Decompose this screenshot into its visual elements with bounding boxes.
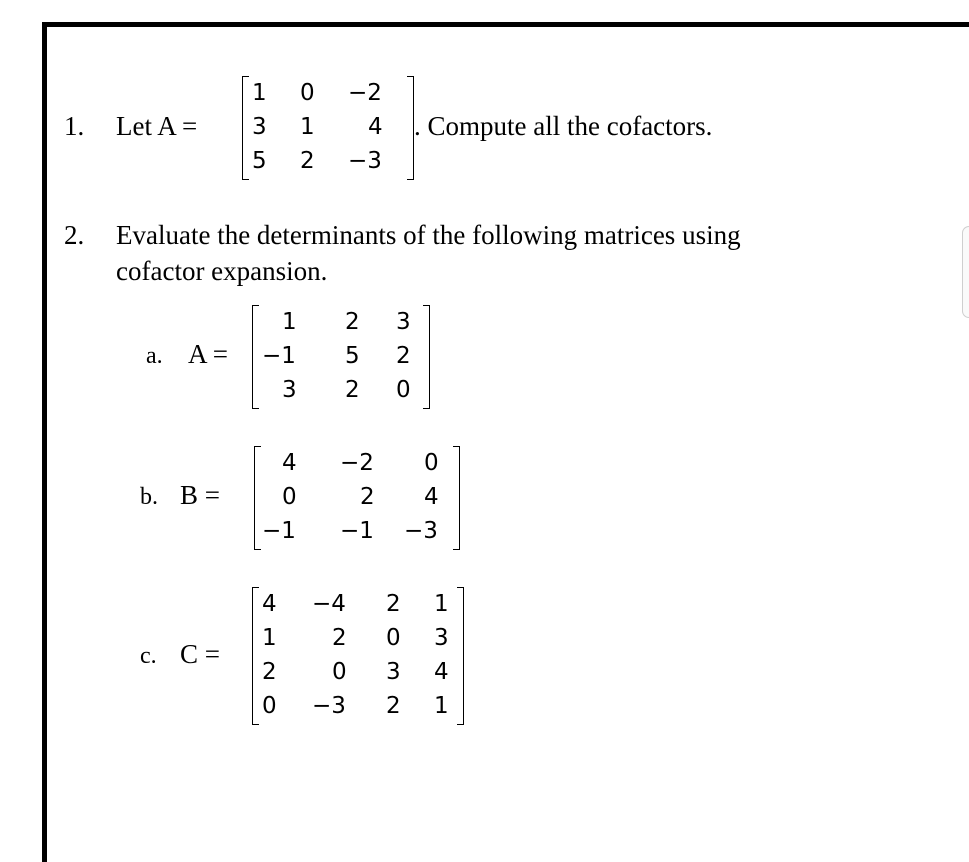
matrix-cell: 4 bbox=[282, 450, 297, 476]
problem-1-number: 1. bbox=[64, 111, 85, 141]
matrix-cell: 3 bbox=[434, 625, 449, 651]
part-c-label: c. bbox=[140, 643, 157, 669]
page-frame bbox=[42, 22, 969, 862]
matrix-cell: 3 bbox=[386, 659, 401, 685]
part-b-name: B = bbox=[180, 480, 220, 510]
matrix-cell: 2 bbox=[262, 659, 277, 685]
matrix-cell: −4 bbox=[312, 591, 346, 617]
part-b-label: b. bbox=[140, 484, 158, 510]
part-b-matrix bbox=[254, 446, 460, 550]
matrix-cell: 0 bbox=[262, 693, 277, 719]
matrix-cell: 2 bbox=[360, 484, 375, 510]
left-bracket bbox=[242, 76, 249, 180]
matrix-cell: −1 bbox=[340, 518, 374, 544]
matrix-cell: 1 bbox=[252, 80, 267, 106]
matrix-cell: −2 bbox=[340, 450, 374, 476]
problem-1-matrix bbox=[242, 76, 414, 180]
left-bracket bbox=[254, 446, 261, 550]
matrix-cell: 1 bbox=[262, 625, 277, 651]
right-bracket bbox=[423, 305, 430, 409]
problem-2-line-1: Evaluate the determinants of the following matrices using bbox=[116, 220, 741, 250]
matrix-cell: −3 bbox=[348, 148, 382, 174]
matrix-cell: 2 bbox=[300, 148, 315, 174]
part-a-label: a. bbox=[146, 343, 163, 369]
matrix-cell: 2 bbox=[386, 591, 401, 617]
problem-2-line-2: cofactor expansion. bbox=[116, 256, 328, 286]
part-a-matrix bbox=[252, 305, 430, 409]
matrix-cell: 5 bbox=[345, 343, 360, 369]
matrix-cell: 3 bbox=[396, 309, 411, 335]
matrix-cell: 2 bbox=[396, 343, 411, 369]
matrix-cell: 5 bbox=[252, 148, 267, 174]
matrix-cell: 4 bbox=[368, 114, 383, 140]
part-a-name: A = bbox=[188, 339, 228, 369]
matrix-cell: −1 bbox=[262, 518, 296, 544]
right-bracket bbox=[407, 76, 414, 180]
matrix-cell: −1 bbox=[262, 343, 296, 369]
right-bracket bbox=[457, 587, 464, 725]
part-c-matrix bbox=[252, 587, 464, 725]
matrix-cell: 2 bbox=[332, 625, 347, 651]
matrix-cell: 3 bbox=[252, 114, 267, 140]
matrix-cell: 0 bbox=[332, 659, 347, 685]
problem-1-instruction: . Compute all the cofactors. bbox=[414, 111, 713, 141]
matrix-cell: 2 bbox=[345, 309, 360, 335]
left-bracket bbox=[252, 305, 259, 409]
problem-2-number: 2. bbox=[64, 220, 85, 250]
matrix-cell: −3 bbox=[404, 518, 438, 544]
matrix-cell: 2 bbox=[386, 693, 401, 719]
matrix-cell: 1 bbox=[434, 693, 449, 719]
matrix-cell: 2 bbox=[345, 377, 360, 403]
matrix-cell: −3 bbox=[312, 693, 346, 719]
matrix-cell: 0 bbox=[282, 484, 297, 510]
part-c-name: C = bbox=[180, 639, 220, 669]
matrix-cell: 0 bbox=[396, 377, 411, 403]
matrix-cell: 0 bbox=[300, 80, 315, 106]
matrix-cell: 1 bbox=[434, 591, 449, 617]
left-bracket bbox=[252, 587, 259, 725]
matrix-cell: 4 bbox=[434, 659, 449, 685]
matrix-cell: 0 bbox=[424, 450, 439, 476]
matrix-cell: 3 bbox=[282, 377, 297, 403]
right-bracket bbox=[453, 446, 460, 550]
problem-1-lead: Let A = bbox=[116, 111, 198, 141]
matrix-cell: 1 bbox=[300, 114, 315, 140]
matrix-cell: −2 bbox=[348, 80, 382, 106]
matrix-cell: 0 bbox=[386, 625, 401, 651]
matrix-cell: 1 bbox=[282, 309, 297, 335]
matrix-cell: 4 bbox=[262, 591, 277, 617]
matrix-cell: 4 bbox=[424, 484, 439, 510]
side-panel-tab[interactable] bbox=[962, 226, 969, 318]
